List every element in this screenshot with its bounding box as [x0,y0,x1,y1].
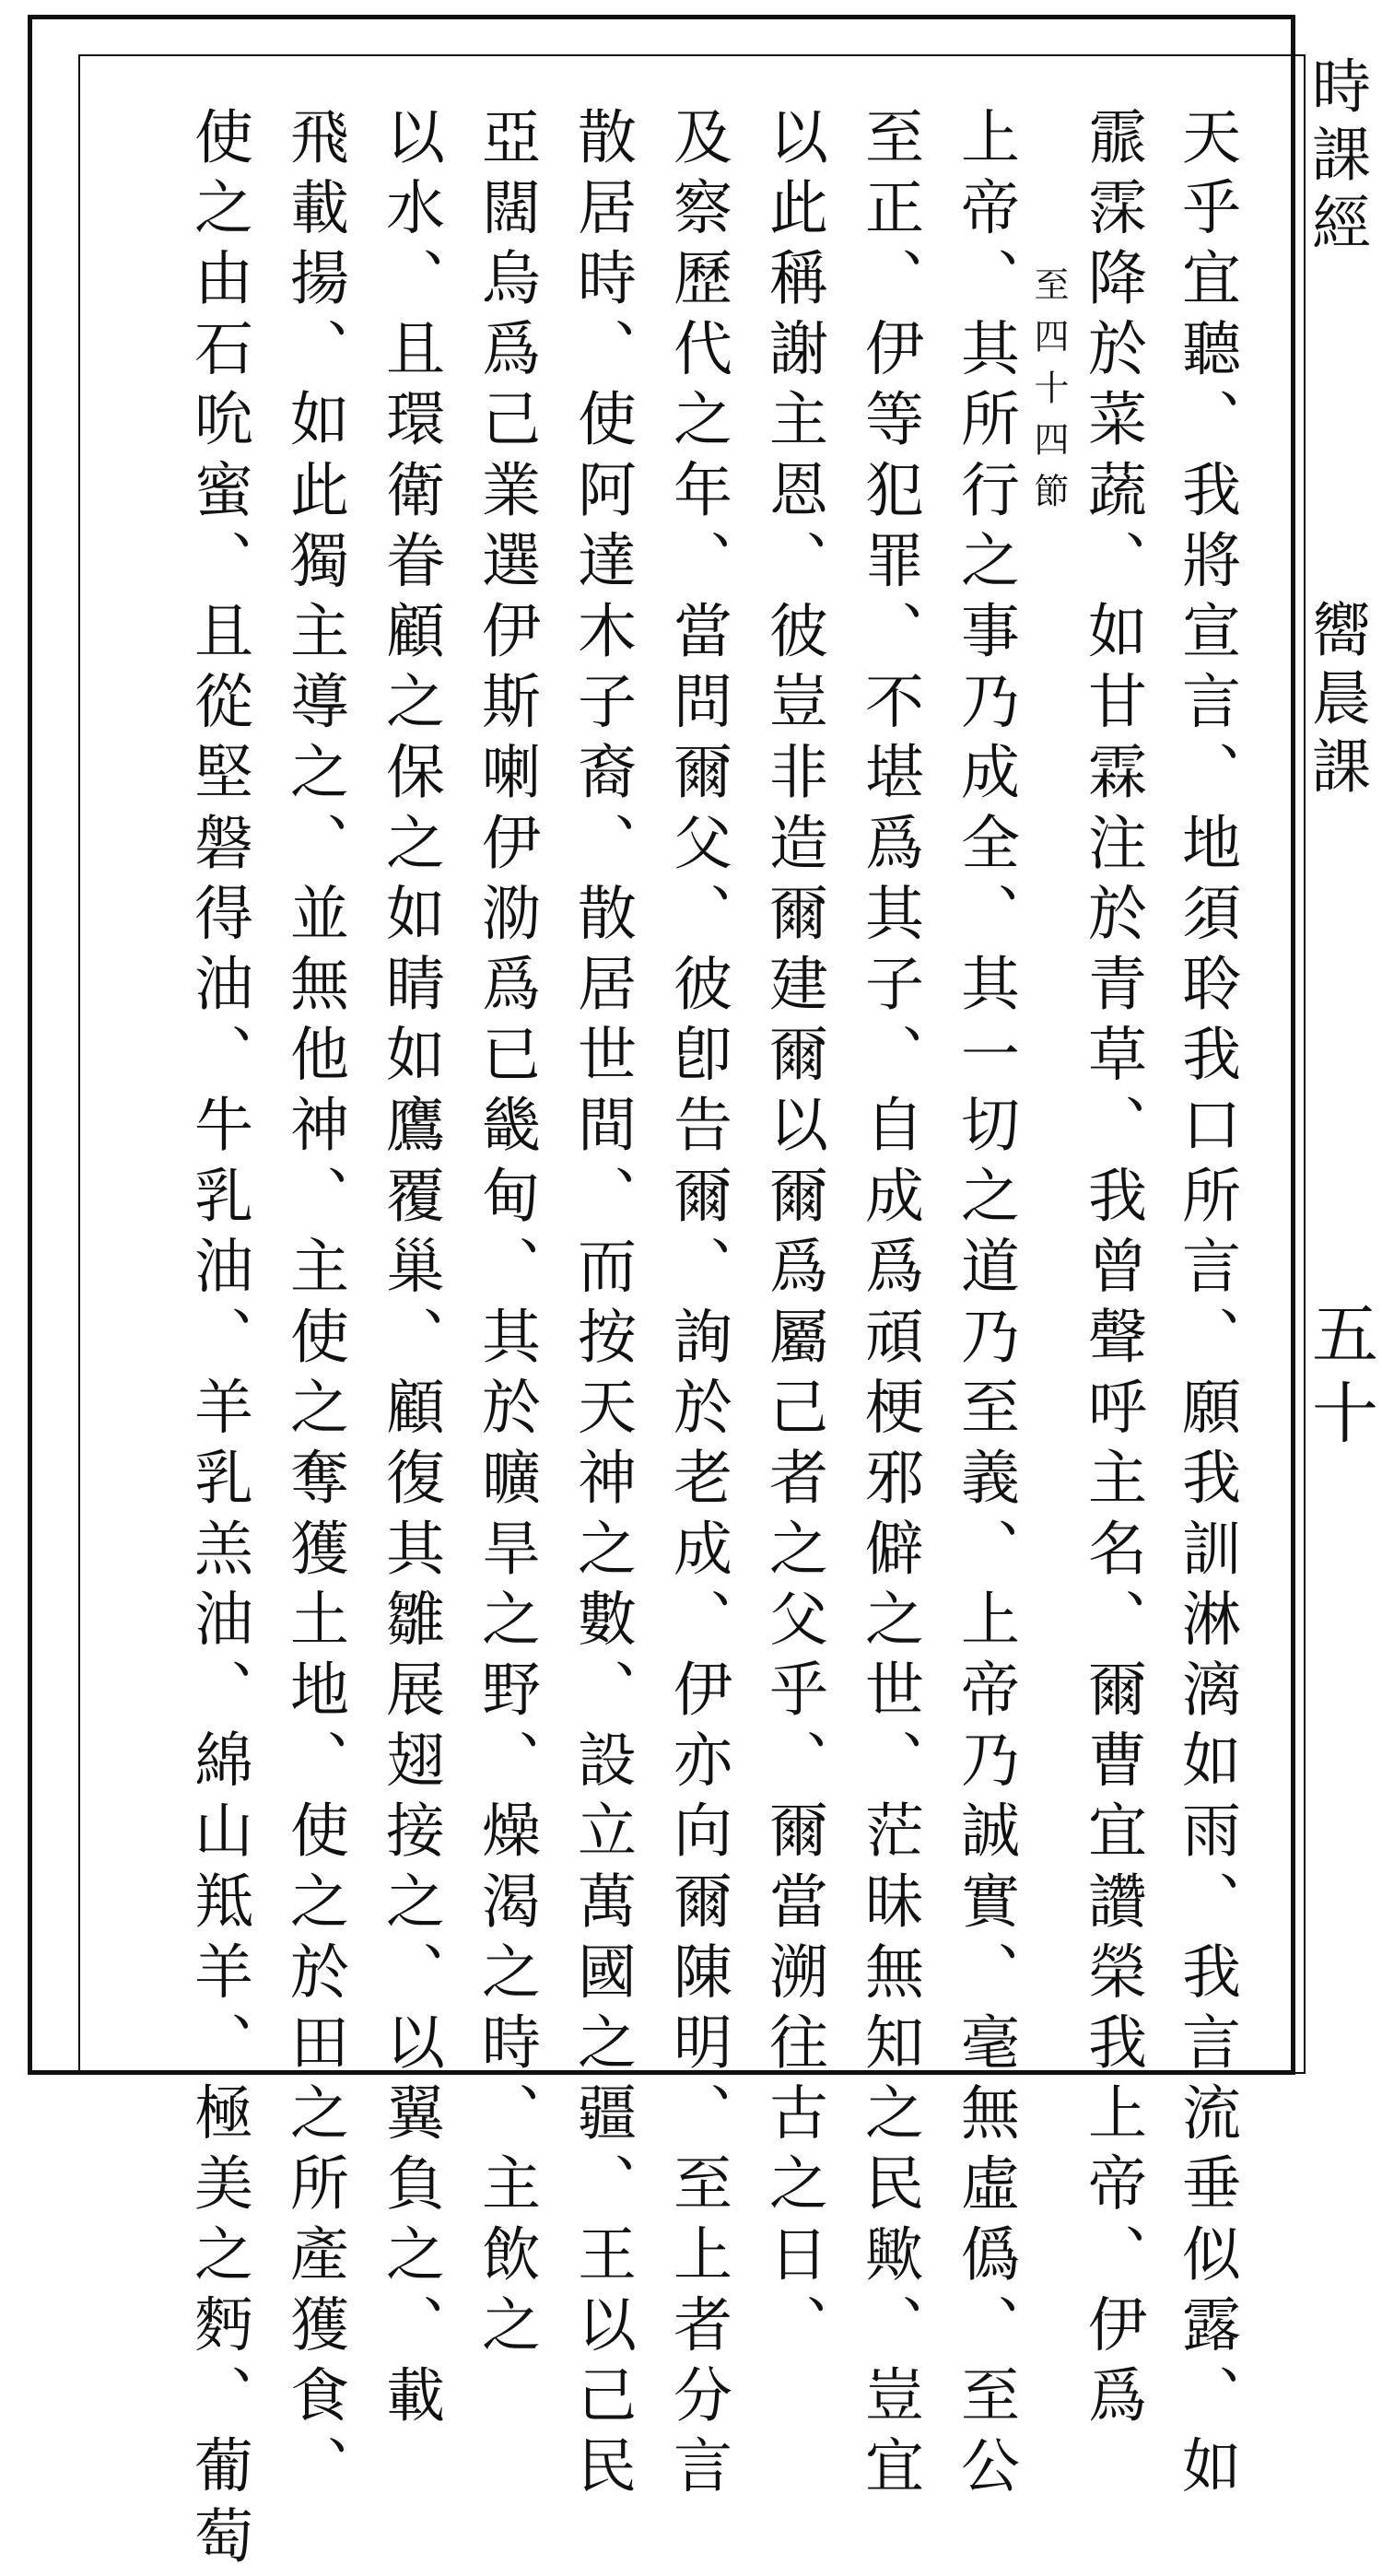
text-column-1: 天乎宜聽、我將宣言、地須聆我口所言、願我訓淋漓如雨、我言流垂似露、如 [1172,106,1240,2506]
book-title: 時課經 [1302,55,1370,260]
page-border-outer [28,15,1295,2576]
section-note: 至四十四節 [1028,266,1069,524]
text-column-3: 上帝、其所行之事乃成全、其一切之道乃至義、上帝乃誠實、毫無虛僞、至公 [951,106,1019,2506]
text-column-7: 散居時、使阿達木子裔、散居世間、而按天神之數、設立萬國之疆、王以己民 [568,106,636,2506]
text-column-4: 至正、伊等犯罪、不堪爲其子、自成爲頑梗邪僻之世、茫昧無知之民歟、豈宜 [855,106,923,2506]
text-column-6: 及察歷代之年、當問爾父、彼卽告爾、詢於老成、伊亦向爾陳明、至上者分言 [663,106,732,2506]
text-column-9: 以水、且環衛眷顧之保之如睛如鷹覆巢、顧復其雛展翅接之、以翼負之、載 [376,106,444,2435]
text-column-5: 以此稱謝主恩、彼豈非造爾建爾以爾爲屬己者之父乎、爾當溯往古之日、 [759,106,827,2365]
section-title: 嚮晨課 [1302,599,1370,803]
text-column-11: 使之由石吮蜜、且從堅磐得油、牛乳油、羊乳羔油、綿山羝羊、極美之麪、葡萄 [184,106,252,2576]
text-column-10: 飛載揚、如此獨主導之、並無他神、主使之奪獲土地、使之於田之所產獲食、 [280,106,348,2506]
page-border-inner [78,54,1306,2576]
text-column-2: 霢霂降於菜蔬、如甘霖注於青草、我曾聲呼主名、爾曹宜讚榮我上帝、伊爲 [1078,106,1146,2435]
text-column-8: 亞闊烏爲己業選伊斯喇伊泐爲已畿甸、其於曠旱之野、燥渴之時、主飲之 [472,106,540,2365]
page-number: 五十 [1301,1299,1378,1458]
